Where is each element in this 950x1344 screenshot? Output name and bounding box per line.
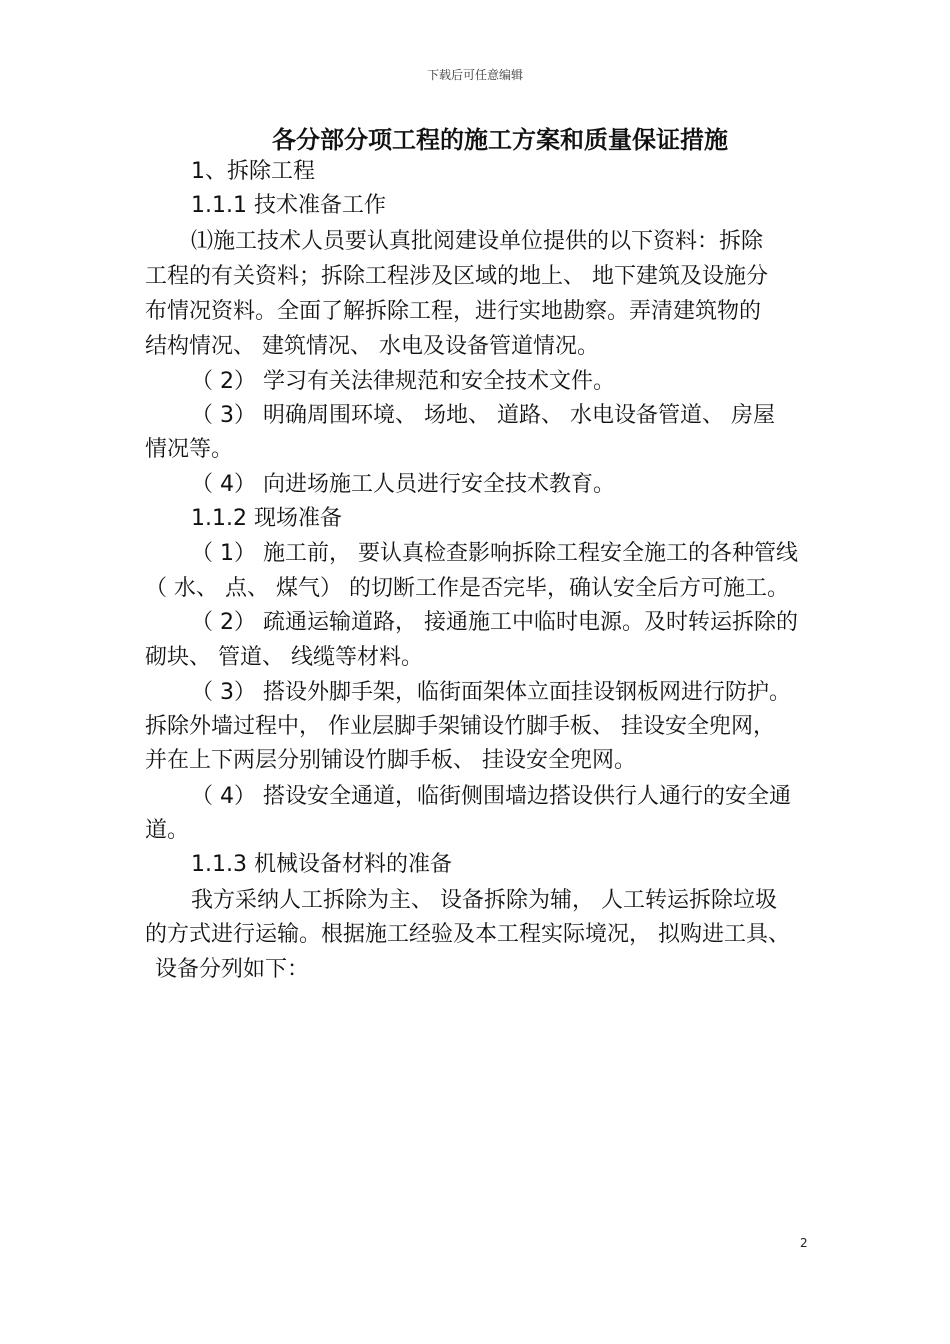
paragraph-line: （ 4） 向进场施工人员进行安全技术教育。: [191, 472, 615, 497]
paragraph-line: （ 2） 学习有关法律规范和安全技术文件。: [191, 369, 615, 394]
paragraph-line: （ 1） 施工前， 要认真检查影响拆除工程安全施工的各种管线: [191, 541, 798, 566]
paragraph-line: （ 4） 搭设安全通道，临街侧围墙边搭设供行人通行的安全通: [191, 784, 791, 809]
paragraph-line: （ 3） 搭设外脚手架，临街面架体立面挂设钢板网进行防护。: [191, 680, 791, 705]
paragraph-line: 我方采纳人工拆除为主、 设备拆除为辅， 人工转运拆除垃圾: [191, 888, 777, 913]
paragraph-line: 并在上下两层分别铺设竹脚手板、 挂设安全兜网。: [145, 748, 636, 773]
paragraph-line: 道。: [145, 818, 190, 843]
paragraph-line: （ 2） 疏通运输道路， 接通施工中临时电源。及时转运拆除的: [191, 610, 798, 635]
page-header-note: 下载后可任意编辑: [426, 68, 523, 82]
subsection-heading: 1.1.2 现场准备: [191, 506, 342, 531]
subsection-heading: 1.1.1 技术准备工作: [191, 193, 386, 218]
paragraph-line: 布情况资料。全面了解拆除工程，进行实地勘察。弄清建筑物的: [145, 299, 762, 324]
subsection-heading: 1.1.3 机械设备材料的准备: [191, 852, 452, 877]
paragraph-line: 工程的有关资料；拆除工程涉及区域的地上、 地下建筑及设施分: [145, 264, 768, 289]
paragraph-line: （ 3） 明确周围环境、 场地、 道路、 水电设备管道、 房屋: [191, 403, 775, 428]
paragraph-line: ⑴施工技术人员要认真批阅建设单位提供的以下资料：拆除: [191, 229, 764, 254]
paragraph-line: 情况等。: [145, 437, 234, 462]
paragraph-line: （ 水、 点、 煤气） 的切断工作是否完毕，确认安全后方可施工。: [145, 576, 789, 601]
page-number: 2: [800, 1236, 808, 1250]
paragraph-line: 的方式进行运输。根据施工经验及本工程实际境况， 拟购进工具、: [145, 922, 790, 947]
section-heading: 1、拆除工程: [191, 159, 315, 184]
document-title: 各分部分项工程的施工方案和质量保证措施: [272, 126, 728, 154]
paragraph-line: 设备分列如下：: [155, 957, 310, 982]
paragraph-line: 结构情况、 建筑情况、 水电及设备管道情况。: [145, 334, 599, 359]
paragraph-line: 拆除外墙过程中， 作业层脚手架铺设竹脚手板、 挂设安全兜网，: [145, 714, 775, 739]
paragraph-line: 砌块、 管道、 线缆等材料。: [145, 645, 423, 670]
